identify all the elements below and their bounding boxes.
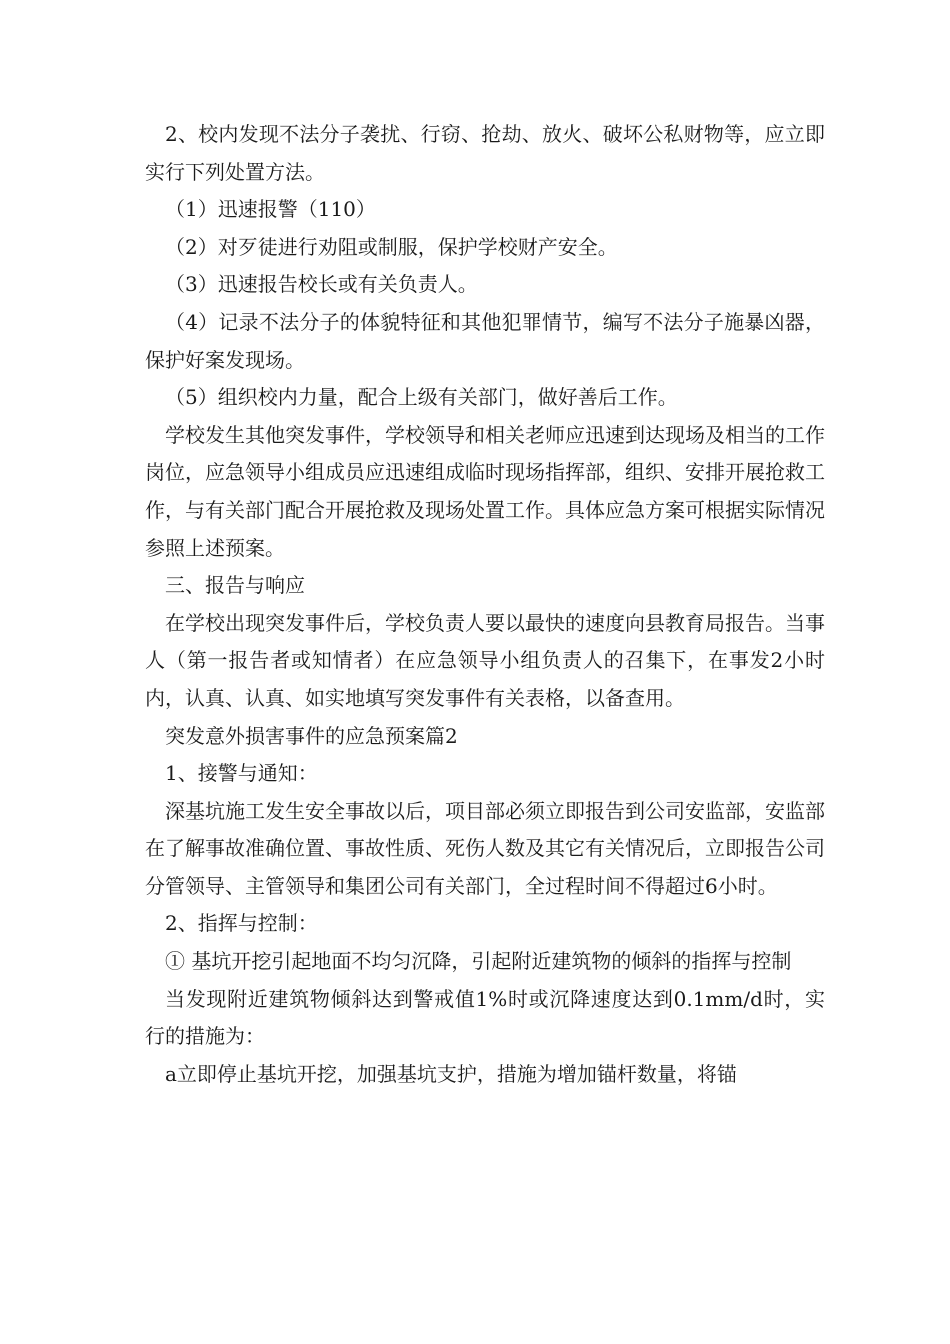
list-item-2: （2）对歹徒进行劝阻或制服，保护学校财产安全。 (165, 234, 618, 259)
subheading-alarm: 1、接警与通知： (165, 761, 318, 786)
paragraph-other-events: 学校发生其他突发事件，学校领导和相关老师应迅速到达现场及相当的工作岗位，应急领导小组成员应迅速组成临时现场指挥部，组织、安排开展抢救工作，与有关部门配合开展抢救及现场处置工作。具体应急方案可根据实际情况参照上述预案。 (145, 422, 825, 560)
subheading-command: 2、指挥与控制： (165, 911, 318, 936)
list-item-5: （5）组织校内力量，配合上级有关部门，做好善后工作。 (165, 385, 678, 410)
paragraph-measure-a: a立即停止基坑开挖，加强基坑支护，措施为增加锚杆数量，将锚 (165, 1061, 737, 1086)
paragraph-1: 2、校内发现不法分子袭扰、行窃、抢劫、放火、破坏公私财物等，应立即实行下列处置方法。 (145, 122, 825, 184)
paragraph-report: 在学校出现突发事件后，学校负责人要以最快的速度向县教育局报告。当事人（第一报告者或知情者）在应急领导小组负责人的召集下，在事发2小时内，认真、认真、如实地填写突发事件有关表格，以备查用。 (145, 610, 825, 710)
document-body (145, 116, 825, 1093)
section-heading-report: 三、报告与响应 (165, 573, 305, 598)
list-item-1: （1）迅速报警（110） (165, 197, 376, 222)
list-item-4: （4）记录不法分子的体貌特征和其他犯罪情节，编写不法分子施暴凶器，保护好案发现场。 (145, 309, 825, 372)
paragraph-alarm: 深基坑施工发生安全事故以后，项目部必须立即报告到公司安监部，安监部在了解事故准确位置、事故性质、死伤人数及其它有关情况后，立即报告公司分管领导、主管领导和集团公司有关部门，全过程时间不得超过6小时。 (145, 798, 825, 898)
list-item-3: （3）迅速报告校长或有关负责人。 (165, 272, 478, 297)
paragraph-measures: 当发现附近建筑物倾斜达到警戒值1%时或沉降速度达到0.1mm/d时，实行的措施为： (145, 986, 825, 1049)
section-heading-plan-2: 突发意外损害事件的应急预案篇2 (165, 723, 458, 748)
paragraph-command-1: ① 基坑开挖引起地面不均匀沉降，引起附近建筑物的倾斜的指挥与控制 (165, 949, 792, 974)
